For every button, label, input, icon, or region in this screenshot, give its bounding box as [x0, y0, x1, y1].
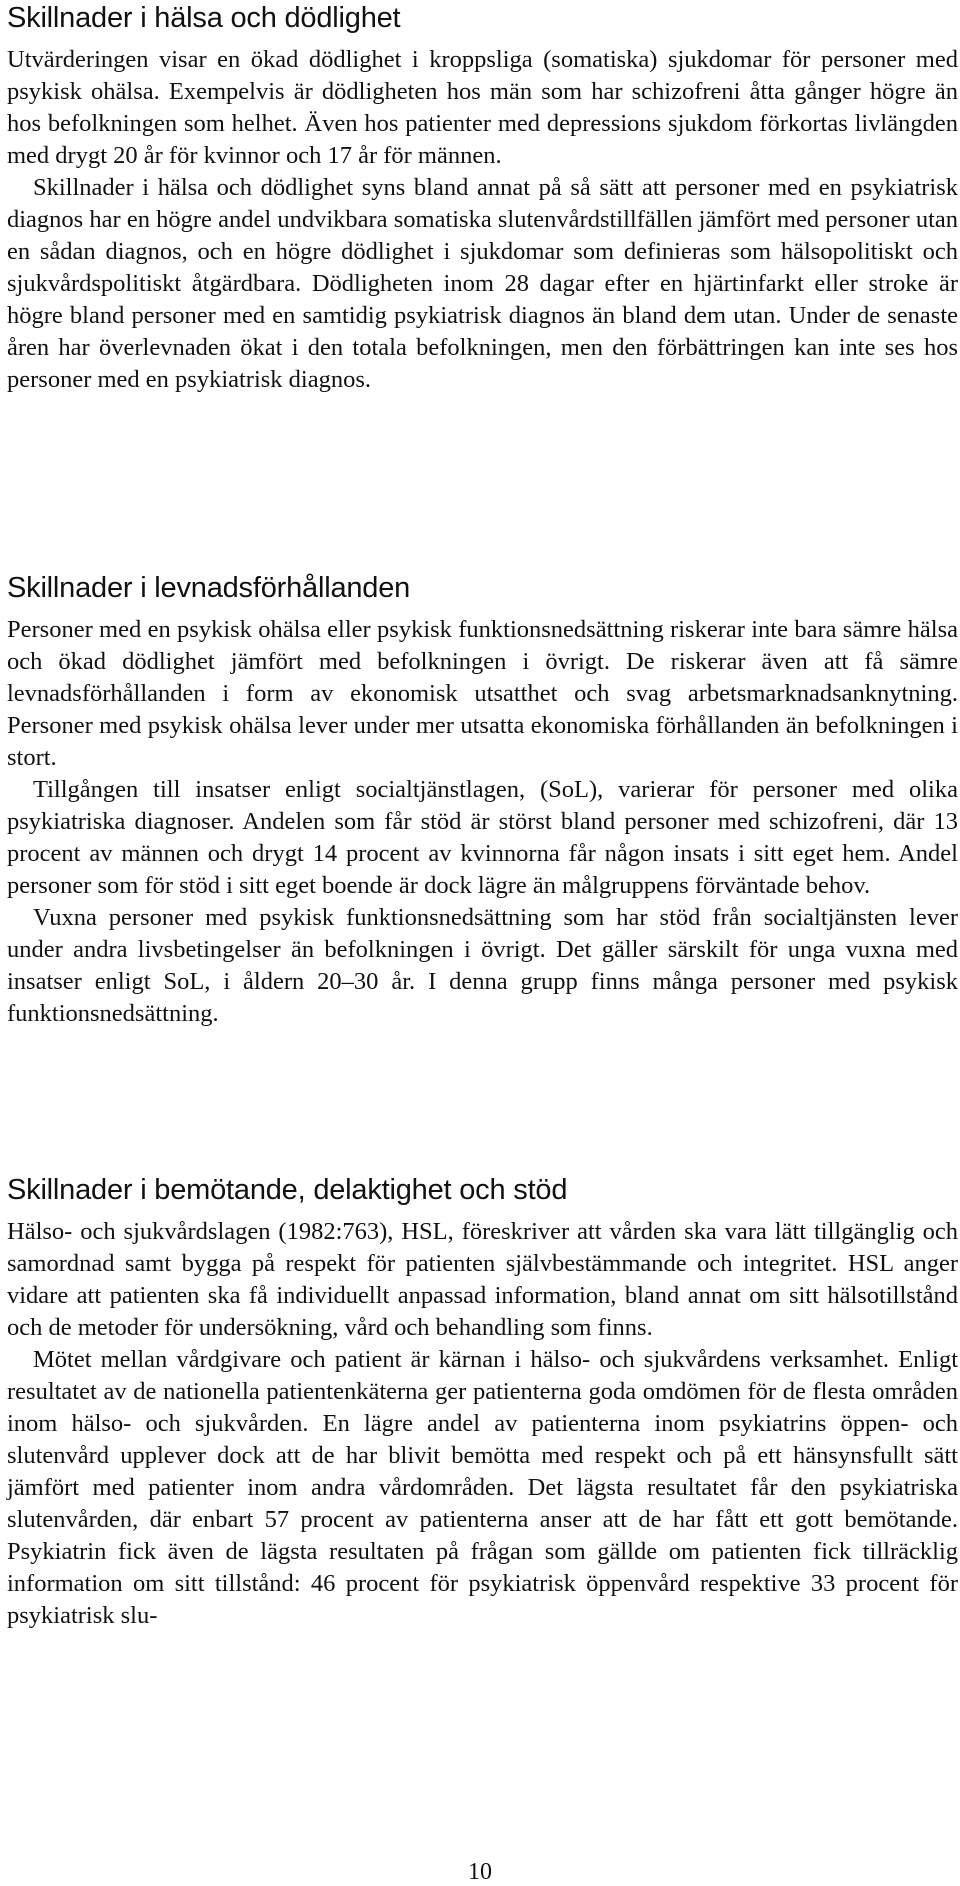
section-heading: Skillnader i hälsa och dödlighet — [7, 2, 401, 34]
paragraph: Tillgången till insatser enligt socialtjänstlagen, (SoL), varierar för personer med olika psykiatriska diagnoser. Andelen som får stöd är störst bland personer med schizofreni, där 13 procent av männen och drygt 14 procent av kvinnorna får någon insats i sitt eget hem. Andel personer som för stöd i sitt eget boende är dock lägre än målgruppens förväntade behov. — [7, 776, 958, 899]
section-heading: Skillnader i bemötande, delaktighet och stöd — [7, 1174, 568, 1206]
section-heading: Skillnader i levnadsförhållanden — [7, 572, 411, 604]
section-treatment-participation — [7, 1172, 958, 1632]
page-number: 10 — [468, 1859, 492, 1885]
section-living-conditions — [7, 570, 958, 1030]
paragraph: Personer med en psykisk ohälsa eller psykisk funktionsnedsättning riskerar inte bara sämre hälsa och ökad dödlighet jämfört med befolkningen i övrigt. De riskerar även att få sämre levnadsförhållanden i form av ekonomisk utsatthet och svag arbetsmarknadsanknytning. Personer med psykisk ohälsa lever under mer utsatta ekonomiska förhållanden än befolkningen i stort. — [7, 616, 958, 771]
paragraph: Utvärderingen visar en ökad dödlighet i kroppsliga (somatiska) sjukdomar för personer med psykisk ohälsa. Exempelvis är dödligheten hos män som har schizofreni åtta gånger högre än hos befolkningen som helhet. Även hos patienter med depressions sjukdom förkortas livlängden med drygt 20 år för kvinnor och 17 år för männen. — [7, 46, 958, 169]
paragraph: Vuxna personer med psykisk funktionsnedsättning som har stöd från socialtjänsten lever under andra livsbetingelser än befolkningen i övrigt. Det gäller särskilt för unga vuxna med insatser enligt SoL, i åldern 20–30 år. I denna grupp finns många personer med psykisk funktionsnedsättning. — [7, 904, 958, 1027]
paragraph: Mötet mellan vårdgivare och patient är kärnan i hälso- och sjukvårdens verksamhet. Enligt resultatet av de nationella patientenkäterna ger patienterna goda omdömen för de flesta områden inom hälso- och sjukvården. En lägre andel av patienterna inom psykiatrins öppen- och slutenvård upplever dock att de har blivit bemötta med respekt och på ett hänsynsfullt sätt jämfört med patienter inom andra vårdområden. Det lägsta resultatet får den psykiatriska slutenvården, där enbart 57 procent av patienterna anser att de har fått ett gott bemötande. Psykiatrin fick även de lägsta resultaten på frågan som gällde om patienten fick tillräcklig information om sitt tillstånd: 46 procent för psykiatrisk öppenvård respektive 33 procent för psykiatrisk slu- — [7, 1346, 958, 1629]
section-health-mortality — [7, 0, 958, 396]
paragraph: Hälso- och sjukvårdslagen (1982:763), HSL, föreskriver att vården ska vara lätt tillgänglig och samordnad samt bygga på respekt för patienten självbestämmande och integritet. HSL anger vidare att patienten ska få individuellt anpassad information, bland annat om sitt hälsotillstånd och de metoder för undersökning, vård och behandling som finns. — [7, 1218, 958, 1341]
paragraph: Skillnader i hälsa och dödlighet syns bland annat på så sätt att personer med en psykiatrisk diagnos har en högre andel undvikbara somatiska slutenvårdstillfällen jämfört med personer utan en sådan diagnos, och en högre dödlighet i sjukdomar som definieras som hälsopolitiskt och sjukvårdspolitiskt åtgärdbara. Dödligheten inom 28 dagar efter en hjärtinfarkt eller stroke är högre bland personer med en samtidig psykiatrisk diagnos än bland dem utan. Under de senaste åren har överlevnaden ökat i den totala befolkningen, men den förbättringen kan inte ses hos personer med en psykiatrisk diagnos. — [7, 174, 958, 393]
